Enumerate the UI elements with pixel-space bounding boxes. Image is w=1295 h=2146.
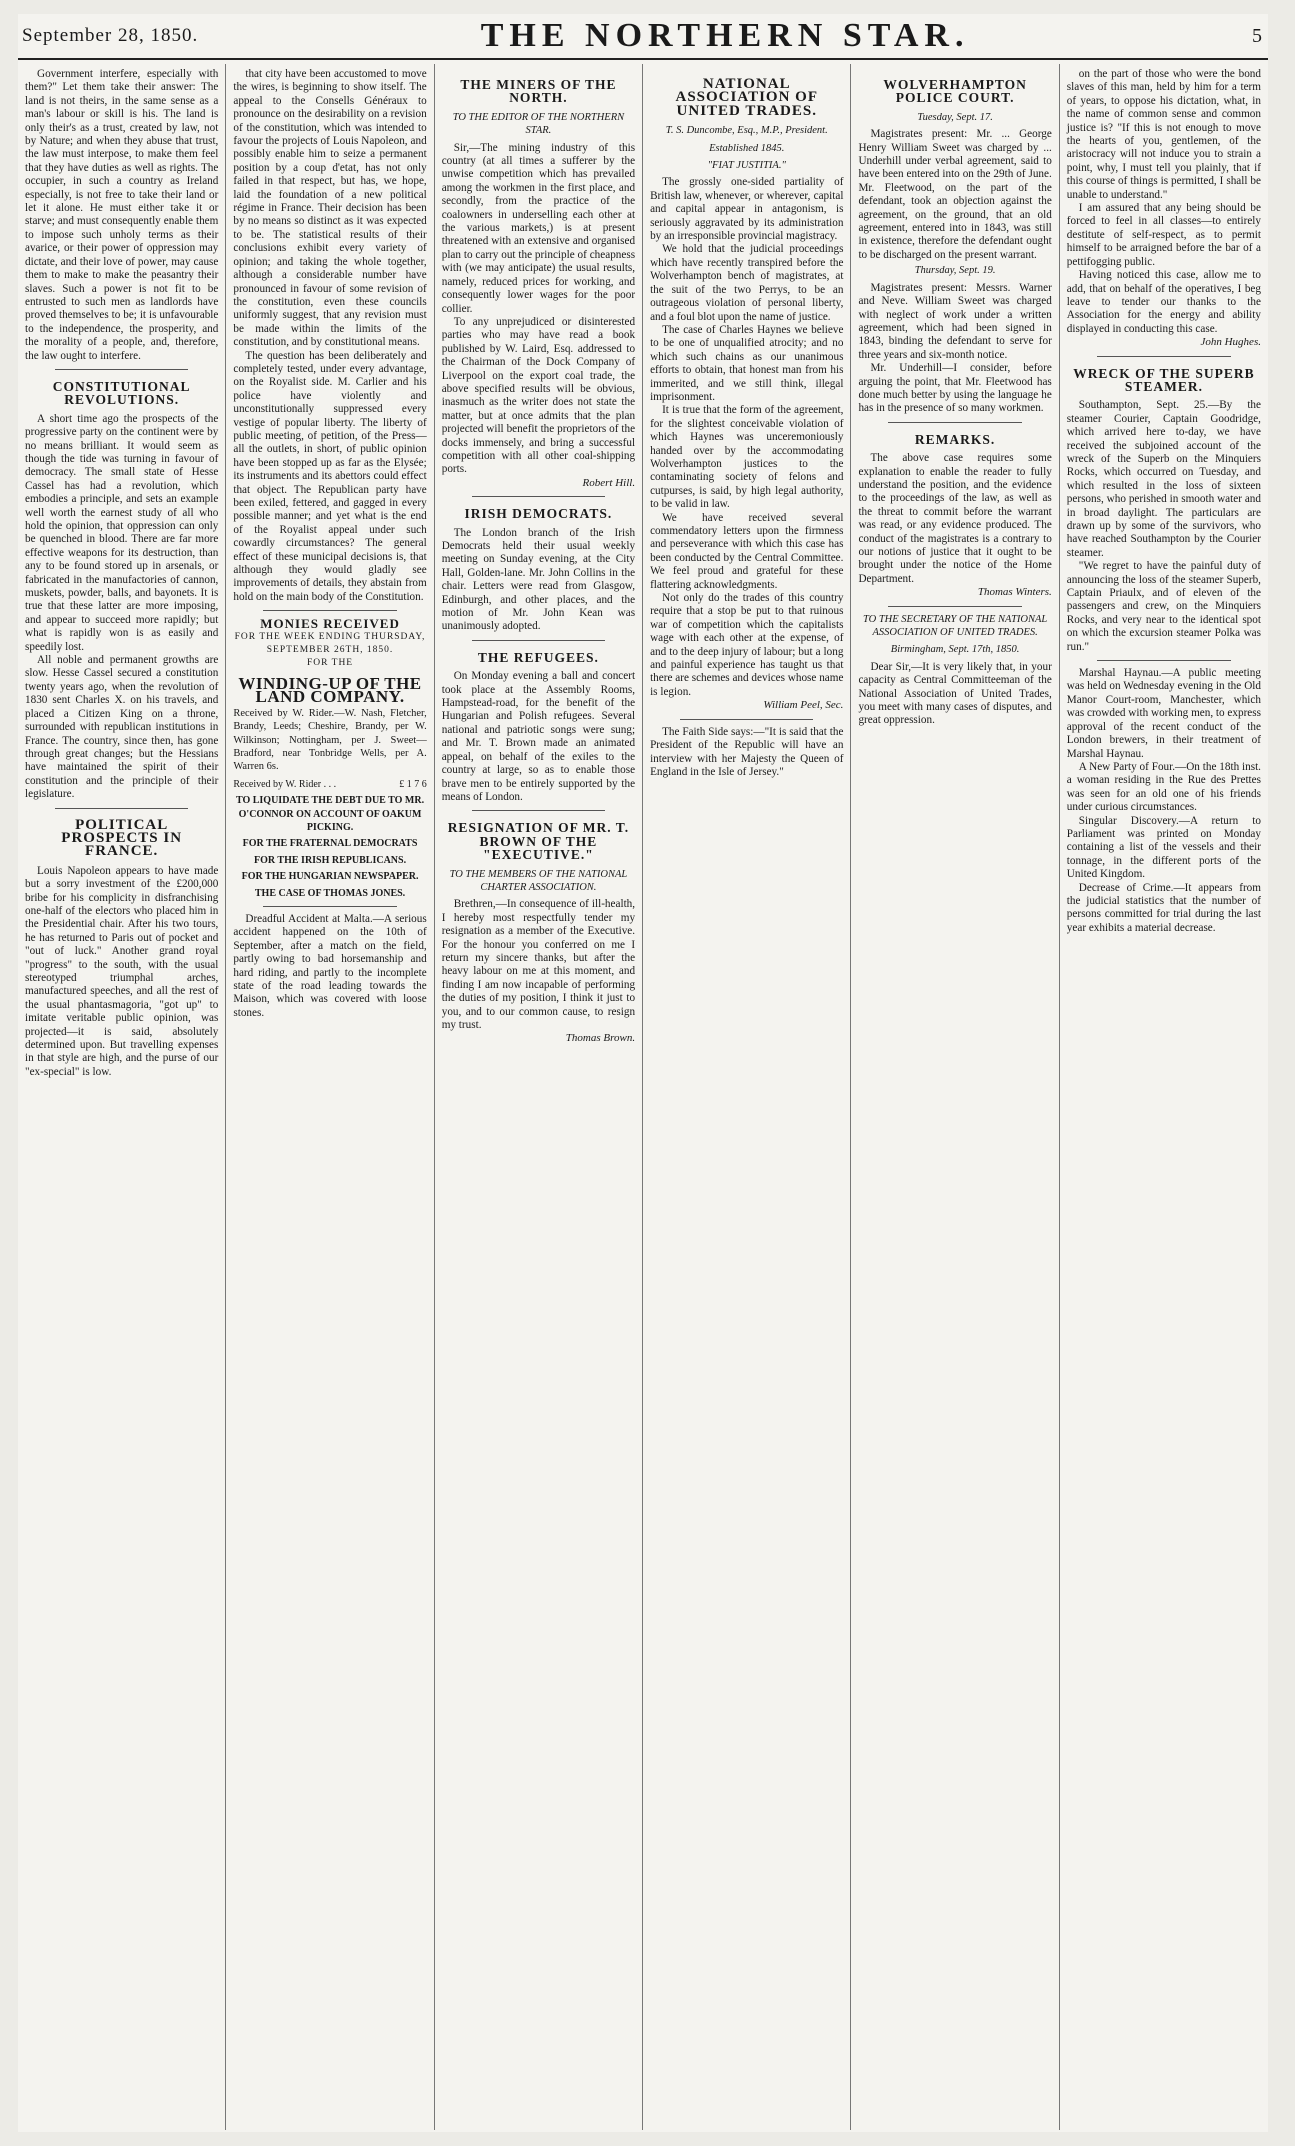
article-paragraph: Having noticed this case, allow me to add, that on behalf of the operatives, I beg leave to tender our thanks to the Association for the energy and ability displayed in conducting this case. — [1066, 269, 1261, 335]
ledger-heading: FOR THE HUNGARIAN NEWSPAPER. — [241, 871, 419, 883]
article-paragraph: Not only do the trades of this country require that a stop be put to that ruinous war of competition which the capitalists wage with each other at the expense, of and to the deep injury of labour; but a long and painful experience has taught us that there are schemes and devices whose name is legion. — [650, 592, 844, 698]
ledger-heading: FOR THE FRATERNAL DEMOCRATS — [242, 838, 418, 850]
article-paragraph: Sir,—The mining industry of this country (at all times a sufferer by the unwise competition which has prevailed among the workmen in the first place, and secondly, from the practice of the coalowners in underselling each other at the various markets,) is at present threatened with an extensive and organised plan to carry out the principle of cheapness with (we may anticipate) the usual results, namely, reduced prices for working, and consequently lower wages for the poor collier. — [441, 141, 636, 315]
article-paragraph: The Faith Side says:—"It is said that the President of the Republic will have an interview with her Majesty the Queen of England in the Isle of Jersey." — [650, 725, 844, 778]
divider — [263, 906, 396, 907]
column-3 — [435, 64, 643, 2130]
divider — [55, 808, 188, 809]
divider — [472, 810, 605, 811]
article-heading: REMARKS. — [914, 431, 996, 447]
divider — [680, 719, 813, 720]
notice-subheading: FOR THE WEEK ENDING THURSDAY, SEPTEMBER 26TH, 1850. — [234, 631, 426, 656]
article-paragraph: Marshal Haynau.—A public meeting was held on Wednesday evening in the Old Manor Court-room, Manchester, which was crowded with working men, to express approval of the recent conduct of the London brewers, in their treatment of Marshal Haynau. — [1066, 667, 1261, 760]
article-paragraph: Dear Sir,—It is very likely that, in your capacity as Central Committeeman of the National Association of United Trades, you meet with many cases of disputes, and great oppression. — [858, 660, 1052, 727]
article-heading: WRECK OF THE SUPERB STEAMER. — [1073, 365, 1255, 394]
divider — [1097, 660, 1231, 661]
signature: John Hughes. — [1200, 336, 1261, 349]
ledger-label: Received by W. Rider . . . — [233, 778, 337, 790]
newspaper-title: THE NORTHERN STAR. — [480, 17, 970, 54]
ledger-heading: THE CASE OF THOMAS JONES. — [254, 887, 406, 899]
notice-text: Received by W. Rider.—W. Nash, Fletcher, Brandy, Leeds; Cheshire, Brandy, per W. Wilkinson; Nottingham, per J. Sweet—Bradford, near Tonbridge Wells, per A. Warren 6s. — [233, 707, 427, 773]
article-heading: RESIGNATION OF MR. T. BROWN OF THE "EXECUTIVE." — [447, 820, 630, 863]
issue-date: September 28, 1850. — [22, 25, 199, 46]
column-2 — [226, 64, 434, 2130]
article-heading: THE MINERS OF THE NORTH. — [460, 77, 617, 106]
signature: Robert Hill. — [582, 476, 636, 489]
newspaper-page — [18, 14, 1268, 2132]
article-paragraph: The grossly one-sided partiality of British law, whenever, or wherever, capital and capital appear in antagonism, is seriously aggravated by its administration by an irresponsible provincial magistracy. — [650, 176, 844, 243]
article-paragraph: on the part of those who were the bond slaves of this man, held by him for a term of years, to oppose his dictation, what, in the name of common sense and common justice is? "If this is not enough to move the hearts of you, gentlemen, of the aristocracy will not induce you to strain a point, why, I must tell you plainly, that if this course of things is permitted, I shall be unable to understand." — [1066, 68, 1261, 201]
divider — [1097, 356, 1231, 357]
divider — [888, 606, 1021, 607]
divider — [55, 369, 188, 370]
article-paragraph: Louis Napoleon appears to have made but a sorry investment of the £200,000 bribe for his complicity in disfranchising one-half of the electors who placed him in the Presidential chair. After his two tours, he has returned to Paris out of pocket and "out of luck." Another grand royal "progress" to the south, with the usual stereotyped triumphal arches, manufactured speeches, and all the rest of the usual phantasmagoria, "got up" to imitate veritable public opinion, was projected—it is said, absolutely determined upon. But travelling expenses in that style are high, and the purse of our "ex-special" is low. — [25, 864, 219, 1078]
signature: Thomas Brown. — [565, 1032, 636, 1045]
article-paragraph: I am assured that any being should be forced to feel in all classes—to entirely destitute of self-respect, as to permit himself to be arraigned before the bar of a pettifogging public. — [1066, 202, 1261, 268]
signature: William Peel, Sec. — [763, 699, 844, 712]
article-heading: NATIONAL ASSOCIATION OF UNITED TRADES. — [675, 76, 818, 119]
column-6 — [1060, 64, 1268, 2130]
article-paragraph: The question has been deliberately and completely tested, under every advantage, on the Royalist side. M. Carlier and his police have violently and unconstitutionally suppressed every vestige of popular liberty. The liberty of public meeting, of petition, of the Press—all the outlets, in short, of public opinion have been stopped up as far as the Elysée; its instruments and its abettors could effect that object. The Republican party have been exiled, fettered, and gagged in every possible manner; and yet what is the end of the Royalist appeal under such cowardly circumstances? The general effect of these municipal decisions is, that although they would gladly see improvements of details, they abstain from hold on the main body of the Constitution. — [233, 349, 427, 603]
article-paragraph: Government interfere, especially with them?" Let them take their answer: The land is not theirs, in the same sense as a man's labour or skill is his. The land is only their's as a trust, created by law, not by Nature; and when they abuse that trust, the law must interpose, to make them feel that they have duties as well as rights. The occupier, in such a country as Ireland especially, is not free to take their land or let it alone. He must either take it or starve; and must consequently enable them to impose such unholy terms as their avarice, or their power of oppression may dictate, and their love of power, may cause them to make to make the peasantry their slaves. Such a power is not fit to be entrusted to such men as landlords have proved themselves to be; it is unfavourable to the independence, the prosperity, and the morality of a people, and, therefore, the law ought to interfere. — [25, 68, 219, 362]
letter-address: TO THE EDITOR OF THE NORTHERN STAR. — [452, 111, 625, 137]
ledger-row — [233, 778, 426, 791]
divider — [263, 610, 396, 611]
motto: "FIAT JUSTITIA." — [707, 160, 786, 172]
ledger-heading: TO LIQUIDATE THE DEBT DUE TO MR. O'CONNOR ON ACCOUNT OF OAKUM PICKING. — [235, 795, 425, 833]
article-subheading: Tuesday, Sept. 17. — [917, 111, 993, 123]
article-heading: POLITICAL PROSPECTS IN FRANCE. — [61, 816, 183, 860]
notice-title: WINDING-UP OF THE LAND COMPANY. — [238, 673, 422, 707]
notice-for: FOR THE — [306, 658, 354, 669]
article-paragraph: All noble and permanent growths are slow. Hesse Cassel secured a constitution twenty years ago, when the revolution of 1830 sent Charles X. on his travels, and placed a Citizen King on a throne, surrounded with republican institutions in France. The country, since then, has gone through great changes; but the Hessians have maintained the spirit of their constitution and the principle of their legislature. — [25, 654, 219, 801]
article-paragraph: The London branch of the Irish Democrats held their usual weekly meeting on Sunday evening, at the City Hall, Golden-lane. Mr. John Collins in the chair. Letters were read from Glasgow, Edinburgh, and other places, and the motion of Mr. John Kean was unanimously adopted. — [441, 526, 636, 633]
article-paragraph: A New Party of Four.—On the 18th inst. a woman residing in the Rue des Prettes was seen for an old one of his friends under curious circumstances. — [1066, 760, 1261, 814]
monies-received-notice — [233, 617, 426, 900]
article-subheading: T. S. Duncombe, Esq., M.P., President. — [665, 125, 828, 137]
article-paragraph: On Monday evening a ball and concert took place at the Assembly Rooms, Hampstead-road, for the benefit of the Hungarian and Polish refugees. Several national and patriotic songs were sung; and Mr. T. Brown made an animated appeal, on behalf of the exiles to the country at large, so as to enable those brave men to be entirely supported by the means of London. — [441, 670, 636, 803]
article-heading: THE REFUGEES. — [477, 649, 599, 665]
article-paragraph: A short time ago the prospects of the progressive party on the continent were by no means brilliant. It would seem as though the tide was turning in favour of democracy. The small state of Hesse Cassel has had a revolution, which embodies a principle, and sets an example well worth the earnest study of all who hold the opinion, that oppression can only be quenched in blood. There are far more effective weapons for its destruction, than any to be found stored up in arsenals, or fabricated in the manufactories of cannon, muskets, powder, balls, and bayonets. It is true that these latter are more imposing, and appear to succeed more rapidly; but what is rapidly won is as easily and speedily lost. — [25, 412, 219, 653]
article-paragraph: It is true that the form of the agreement, for the slightest conceivable violation of which Haynes was unceremoniously handed over by the accommodating Wolverhampton justices to the contaminating society of felons and cutpurses, is said, by high legal authority, to be valid in law. — [650, 404, 844, 511]
article-paragraph: Magistrates present: Messrs. Warner and Neve. William Sweet was charged with neglect of work under a written agreement, which had been signed in 1843, binding the defendant to serve for three years and six-month notice. — [858, 281, 1052, 361]
article-paragraph: To any unprejudiced or disinterested parties who may have read a book published by W. Laird, Esq. addressed to the Chairman of the Dock Company of Liverpool on the export coal trade, the above specified results will be obvious, inasmuch as the writer does not state the matter, but at once admits that the plan projected will benefit the proprietors of the docks immensely, and bring a successful competition with all other coal-shipping ports. — [441, 315, 636, 476]
article-paragraph: Singular Discovery.—A return to Parliament was printed on Monday containing a list of the vessels and their tonnage, in the different ports of the United Kingdom. — [1066, 814, 1261, 881]
article-paragraph: The above case requires some explanation to enable the reader to fully understand the position, and the evidence to the proceedings of the law, as well as the threat to commit before the warrant was read, or any evidence produced. The conduct of the magistrates is a contrary to our notions of justice that it ought to be brought under the notice of the Home Department. — [858, 452, 1052, 585]
ledger — [233, 778, 426, 900]
divider — [888, 422, 1021, 423]
article-paragraph: Brethren,—In consequence of ill-health, I hereby most respectfully tender my resignation as a member of the Executive. For the honour you conferred on me I return my sincere thanks, but after the heavy labour on me at this moment, and finding I am now incapable of performing the duties of my position, I think it just to you, and to our common cause, to resign my trust. — [441, 898, 636, 1031]
article-paragraph: Dreadful Accident at Malta.—A serious accident happened on the 10th of September, after a match on the field, partly owing to bad horsemanship and hard riding, and partly to the incomplete state of the road leading towards the Maison, which was covered with loose stones. — [233, 912, 427, 1019]
article-paragraph: that city have been accustomed to move the wires, is beginning to show itself. The appeal to the Consells Généraux to pronounce on the desirability on a revision of the constitution, which was intended to favour the projects of Louis Napoleon, and possibly enable him to seize a permanent position by a coup d'etat, has not only failed in that respect, but has, we hope, laid the foundation of a new political régime in France. Their decision has been by no means so distinct as it was expected to be. The statistical results of their conclusions exhibit every variety of opinion; and taking the whole together, although a considerable number have pronounced in favour of some revision of the constitution, even these councils uniformly suggest, that any revision must be made within the limits of the constitution, and by constitutional means. — [233, 68, 427, 349]
column-4 — [643, 64, 851, 2130]
article-paragraph: We have received several commendatory letters upon the firmness and perseverance with which this case has been conducted by the Central Committee. We feel proud and grateful for these flattering acknowledgments. — [650, 511, 844, 591]
divider — [472, 640, 605, 641]
article-paragraph: Mr. Underhill—I consider, before arguing the point, that Mr. Fleetwood has done much better by using the language he has in the presence of so many workmen. — [858, 362, 1052, 415]
ledger-value: £ 1 7 6 — [399, 778, 427, 790]
article-paragraph: We hold that the judicial proceedings which have recently transpired before the Wolverhampton bench of magistrates, at the suit of the two Perrys, to be an outrageous violation of personal liberty, and a foul blot upon the name of justice. — [650, 243, 844, 323]
article-paragraph: Southampton, Sept. 25.—By the steamer Courier, Captain Goodridge, which arrived here to-day, we have received the subjoined account of the wreck of the Superb on the Minquiers Rocks, which occurred on Tuesday, and which resulted in the loss of sixteen persons, who perished in smooth water and in broad daylight. The particulars are drawn up by some of the survivors, who have reached Southampton by the Courier steamer. — [1066, 399, 1261, 559]
column-1 — [18, 64, 226, 2130]
article-paragraph: Magistrates present: Mr. ... George Henry William Sweet was charged by ... Underhill under verbal agreement, said to have been entered into on the 29th of June. Mr. Fleetwood, on the part of the defendant, took an objection against the agreement, on the ground, that an old agreement, entered into in 1843, was still in existence, therefore the defendant ought to be discharged on the present warrant. — [858, 128, 1052, 261]
article-heading: WOLVERHAMPTON POLICE COURT. — [883, 77, 1027, 106]
article-paragraph: "We regret to have the painful duty of announcing the loss of the steamer Superb, Captain Priaulx, and of eleven of the passengers and crew, on the Minquiers Rocks, and very near to the identical spot on which the excursion steamer Polka was run." — [1066, 560, 1261, 653]
article-paragraph: The case of Charles Haynes we believe to be one of unqualified atrocity; and no which such chains as our unanimous efforts to obtain, that honest man from his immerited, and we still think, illegal imprisonment. — [650, 323, 844, 403]
letter-date: Birmingham, Sept. 17th, 1850. — [890, 644, 1020, 656]
article-subheading: Established 1845. — [709, 142, 785, 154]
article-heading: CONSTITUTIONAL REVOLUTIONS. — [52, 378, 191, 408]
masthead — [18, 14, 1268, 60]
columns — [18, 64, 1268, 2130]
letter-address: TO THE SECRETARY OF THE NATIONAL ASSOCIATION OF UNITED TRADES. — [862, 613, 1048, 639]
letter-address: TO THE MEMBERS OF THE NATIONAL CHARTER ASSOCIATION. — [449, 868, 628, 893]
page-number: 5 — [1251, 24, 1262, 47]
signature: Thomas Winters. — [977, 586, 1052, 599]
column-5 — [851, 64, 1059, 2130]
divider — [472, 496, 605, 497]
notice-heading: MONIES RECEIVED — [260, 616, 400, 632]
ledger-heading: FOR THE IRISH REPUBLICANS. — [254, 854, 407, 866]
article-subheading: Thursday, Sept. 19. — [914, 265, 996, 277]
article-paragraph: Decrease of Crime.—It appears from the judicial statistics that the number of persons committed for trial during the last year exhibits a material decrease. — [1066, 881, 1261, 934]
article-heading: IRISH DEMOCRATS. — [464, 506, 613, 522]
